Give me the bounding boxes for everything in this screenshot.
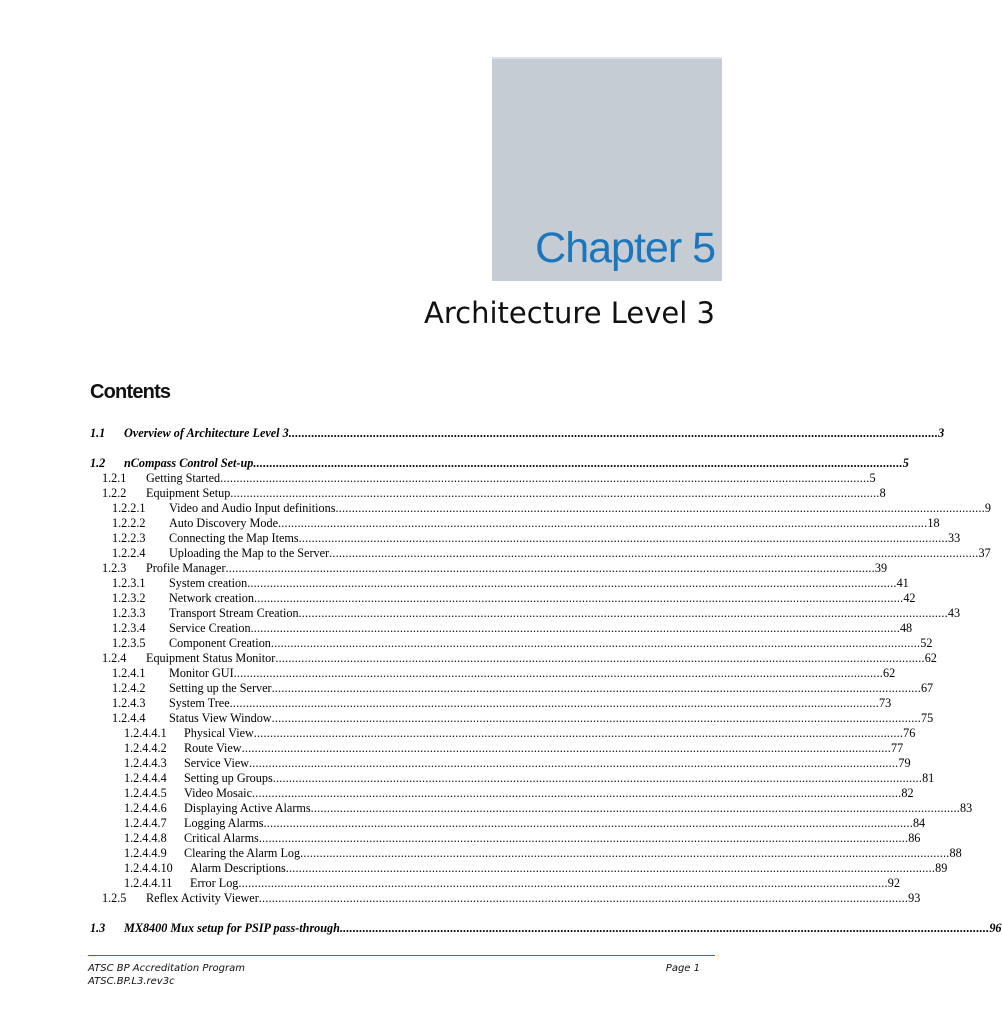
toc-dot-leader: ........................................................................................................................................................................................................ bbox=[258, 831, 909, 845]
toc-dot-leader: ........................................................................................................................................................................................................ bbox=[249, 756, 899, 770]
toc-entry[interactable] bbox=[90, 741, 904, 756]
toc-entry[interactable] bbox=[90, 801, 973, 816]
toc-dot-leader: ........................................................................................................................................................................................................ bbox=[238, 876, 888, 890]
footer-left bbox=[88, 962, 245, 988]
toc-entry-number: 1.2.3.5 bbox=[112, 636, 146, 650]
chapter-title: Architecture Level 3 bbox=[424, 296, 715, 330]
toc-entry[interactable] bbox=[90, 456, 909, 471]
toc-dot-leader: ........................................................................................................................................................................................................ bbox=[278, 516, 928, 530]
toc-entry-number: 1.2.4.3 bbox=[112, 696, 146, 710]
toc-entry-title: Critical Alarms bbox=[184, 831, 259, 845]
toc-dot-leader: ........................................................................................................................................................................................................ bbox=[247, 576, 897, 590]
toc-entry-title: MX8400 Mux setup for PSIP pass-through bbox=[124, 921, 340, 935]
toc-entry-number: 1.2 bbox=[90, 456, 106, 470]
toc-entry-number: 1.2.3.1 bbox=[112, 576, 146, 590]
toc-entry-number: 1.2.4.4.4 bbox=[124, 771, 167, 785]
toc-entry-page: 5 bbox=[869, 471, 876, 485]
toc-entry-page: 41 bbox=[896, 576, 909, 590]
toc-entry[interactable] bbox=[90, 876, 900, 891]
toc-entry-page: 52 bbox=[920, 636, 933, 650]
toc-entry-number: 1.2.4.4.11 bbox=[124, 876, 173, 890]
toc-entry-page: 9 bbox=[984, 501, 991, 515]
toc-entry[interactable] bbox=[90, 711, 934, 726]
toc-entry-title: Equipment Setup bbox=[146, 486, 231, 500]
toc-entry[interactable] bbox=[90, 591, 916, 606]
toc-entry-title: System Tree bbox=[169, 696, 230, 710]
toc-entry-number: 1.2.2 bbox=[102, 486, 127, 500]
toc-entry-number: 1.2.4.4.9 bbox=[124, 846, 167, 860]
toc-dot-leader: ........................................................................................................................................................................................................ bbox=[285, 861, 936, 875]
toc-dot-leader: ........................................................................................................................................................................................................ bbox=[271, 711, 921, 725]
toc-entry-page: 67 bbox=[920, 681, 934, 695]
toc-dot-leader: ........................................................................................................................................................................................................ bbox=[251, 786, 902, 800]
toc-entry[interactable] bbox=[90, 531, 961, 546]
toc-dot-leader: ........................................................................................................................................................................................................ bbox=[225, 561, 875, 575]
toc-dot-leader: ........................................................................................................................................................................................................ bbox=[271, 681, 921, 695]
toc-entry-title: Logging Alarms bbox=[184, 816, 264, 830]
chapter-label: Chapter 5 bbox=[535, 224, 715, 272]
toc-entry[interactable] bbox=[90, 696, 892, 711]
toc-entry-title: Auto Discovery Mode bbox=[169, 516, 278, 530]
footer-doc-id: ATSC.BP.L3.rev3c bbox=[88, 976, 175, 987]
toc-entry-page: 76 bbox=[903, 726, 916, 740]
toc-dot-leader: ........................................................................................................................................................................................................ bbox=[272, 771, 923, 785]
toc-entry-page: 73 bbox=[879, 696, 892, 710]
toc-entry[interactable] bbox=[90, 561, 888, 576]
toc-entry-number: 1.1 bbox=[90, 426, 106, 440]
toc-entry[interactable] bbox=[90, 546, 991, 561]
toc-entry-title: Service Creation bbox=[169, 621, 251, 635]
toc-entry-title: Monitor GUI bbox=[169, 666, 234, 680]
toc-entry-title: Setting up the Server bbox=[169, 681, 272, 695]
toc-entry-title: Setting up Groups bbox=[184, 771, 273, 785]
toc-entry-page: 81 bbox=[922, 771, 935, 785]
toc-entry-title: Reflex Activity Viewer bbox=[146, 891, 259, 905]
toc-entry[interactable] bbox=[90, 846, 962, 861]
toc-entry[interactable] bbox=[90, 756, 911, 771]
toc-entry-number: 1.2.4.4.3 bbox=[124, 756, 167, 770]
toc-entry-title: Transport Stream Creation bbox=[169, 606, 299, 620]
table-of-contents bbox=[90, 426, 1002, 936]
toc-entry-page: 62 bbox=[924, 651, 937, 665]
toc-entry-page: 37 bbox=[978, 546, 991, 560]
toc-entry[interactable] bbox=[90, 471, 876, 486]
toc-entry-page: 83 bbox=[959, 801, 973, 815]
toc-entry-title: Equipment Status Monitor bbox=[146, 651, 276, 665]
toc-entry-page: 79 bbox=[898, 756, 911, 770]
toc-entry[interactable] bbox=[90, 426, 945, 441]
toc-dot-leader: ........................................................................................................................................................................................................ bbox=[300, 846, 950, 860]
toc-entry-title: Video and Audio Input definitions bbox=[169, 501, 336, 515]
toc-dot-leader: ........................................................................................................................................................................................................ bbox=[298, 606, 948, 620]
toc-entry-page: 43 bbox=[947, 606, 961, 620]
toc-entry-title: Physical View bbox=[184, 726, 254, 740]
toc-entry[interactable] bbox=[90, 726, 916, 741]
toc-entry-title: Clearing the Alarm Log bbox=[184, 846, 301, 860]
toc-entry-number: 1.2.4.4 bbox=[112, 711, 146, 725]
toc-entry-title: Connecting the Map Items bbox=[169, 531, 299, 545]
toc-entry-page: 92 bbox=[887, 876, 900, 890]
toc-entry-number: 1.2.2.4 bbox=[112, 546, 146, 560]
footer-page-number: Page 1 bbox=[665, 963, 700, 974]
toc-entry-title: Status View Window bbox=[169, 711, 272, 725]
toc-dot-leader: ........................................................................................................................................................................................................ bbox=[310, 801, 960, 815]
toc-entry-page: 3 bbox=[938, 426, 945, 440]
toc-entry-page: 84 bbox=[912, 816, 926, 830]
toc-dot-leader: ........................................................................................................................................................................................................ bbox=[253, 726, 904, 740]
toc-entry-page: 8 bbox=[879, 486, 886, 500]
toc-entry-number: 1.2.4.1 bbox=[112, 666, 146, 680]
toc-entry[interactable] bbox=[90, 486, 886, 501]
toc-entry-number: 1.2.3 bbox=[102, 561, 127, 575]
toc-entry-number: 1.2.2.2 bbox=[112, 516, 146, 530]
toc-entry-number: 1.2.5 bbox=[102, 891, 127, 905]
toc-entry-page: 48 bbox=[899, 621, 913, 635]
toc-dot-leader: ........................................................................................................................................................................................................ bbox=[233, 666, 884, 680]
toc-entry[interactable] bbox=[90, 501, 991, 516]
toc-entry-number: 1.2.4.4.8 bbox=[124, 831, 167, 845]
toc-entry[interactable] bbox=[90, 921, 1002, 936]
toc-entry[interactable] bbox=[90, 861, 948, 876]
toc-dot-leader: ........................................................................................................................................................................................................ bbox=[298, 531, 949, 545]
toc-dot-leader: ........................................................................................................................................................................................................ bbox=[241, 741, 891, 755]
toc-entry-page: 96 bbox=[989, 921, 1002, 935]
toc-dot-leader: ........................................................................................................................................................................................................ bbox=[250, 621, 900, 635]
toc-dot-leader: ........................................................................................................................................................................................................ bbox=[220, 471, 870, 485]
toc-entry-number: 1.3 bbox=[90, 921, 106, 935]
toc-entry-title: Getting Started bbox=[146, 471, 221, 485]
toc-entry-title: Route View bbox=[184, 741, 242, 755]
toc-entry[interactable] bbox=[90, 636, 933, 651]
toc-entry-title: Overview of Architecture Level 3 bbox=[124, 426, 289, 440]
toc-dot-leader: ........................................................................................................................................................................................................ bbox=[275, 651, 925, 665]
contents-heading: Contents bbox=[90, 381, 171, 403]
footer-program: ATSC BP Accreditation Program bbox=[88, 963, 245, 974]
toc-entry-page: 77 bbox=[890, 741, 904, 755]
toc-entry-page: 88 bbox=[949, 846, 962, 860]
toc-entry-number: 1.2.4.4.2 bbox=[124, 741, 167, 755]
toc-dot-leader: ........................................................................................................................................................................................................ bbox=[270, 636, 921, 650]
toc-dot-leader: ........................................................................................................................................................................................................ bbox=[335, 501, 985, 515]
toc-entry-number: 1.2.2.3 bbox=[112, 531, 146, 545]
toc-entry-page: 82 bbox=[901, 786, 914, 800]
toc-entry-number: 1.2.4.4.6 bbox=[124, 801, 167, 815]
toc-entry-page: 86 bbox=[908, 831, 921, 845]
toc-dot-leader: ........................................................................................................................................................................................................ bbox=[329, 546, 979, 560]
toc-entry-number: 1.2.4 bbox=[102, 651, 127, 665]
toc-entry-page: 62 bbox=[883, 666, 896, 680]
toc-entry-title: Error Log bbox=[190, 876, 239, 890]
toc-dot-leader: ........................................................................................................................................................................................................ bbox=[263, 816, 913, 830]
toc-entry-number: 1.2.1 bbox=[102, 471, 127, 485]
toc-entry-title: Video Mosaic bbox=[184, 786, 252, 800]
toc-entry[interactable] bbox=[90, 891, 921, 906]
toc-entry[interactable] bbox=[90, 576, 909, 591]
toc-entry[interactable] bbox=[90, 621, 913, 636]
toc-entry-page: 89 bbox=[935, 861, 948, 875]
toc-entry-title: Displaying Active Alarms bbox=[184, 801, 311, 815]
toc-entry-number: 1.2.4.2 bbox=[112, 681, 146, 695]
toc-entry-page: 93 bbox=[908, 891, 921, 905]
toc-entry-title: System creation bbox=[169, 576, 248, 590]
toc-entry-number: 1.2.2.1 bbox=[112, 501, 146, 515]
toc-entry[interactable] bbox=[90, 786, 914, 801]
footer-divider bbox=[88, 955, 715, 956]
toc-entry[interactable] bbox=[90, 816, 926, 831]
toc-entry-number: 1.2.4.4.5 bbox=[124, 786, 167, 800]
toc-dot-leader: ........................................................................................................................................................................................................ bbox=[339, 921, 990, 935]
toc-entry-number: 1.2.3.3 bbox=[112, 606, 146, 620]
toc-entry-number: 1.2.4.4.1 bbox=[124, 726, 167, 740]
toc-dot-leader: ........................................................................................................................................................................................................ bbox=[253, 456, 903, 470]
chapter-banner bbox=[492, 57, 722, 281]
toc-entry-page: 5 bbox=[902, 456, 909, 470]
toc-entry-number: 1.2.3.2 bbox=[112, 591, 146, 605]
toc-dot-leader: ........................................................................................................................................................................................................ bbox=[288, 426, 939, 440]
toc-dot-leader: ........................................................................................................................................................................................................ bbox=[258, 891, 909, 905]
toc-entry[interactable] bbox=[90, 681, 934, 696]
toc-entry[interactable] bbox=[90, 831, 921, 846]
toc-entry-page: 33 bbox=[948, 531, 961, 545]
toc-entry[interactable] bbox=[90, 666, 896, 681]
toc-entry-number: 1.2.4.4.7 bbox=[124, 816, 167, 830]
toc-entry-page: 75 bbox=[920, 711, 934, 725]
toc-dot-leader: ........................................................................................................................................................................................................ bbox=[230, 486, 880, 500]
toc-entry-title: Alarm Descriptions bbox=[190, 861, 286, 875]
toc-entry[interactable] bbox=[90, 606, 961, 621]
toc-entry[interactable] bbox=[90, 516, 940, 531]
toc-entry[interactable] bbox=[90, 771, 935, 786]
toc-entry-title: Component Creation bbox=[169, 636, 271, 650]
toc-entry[interactable] bbox=[90, 651, 937, 666]
toc-entry-title: Uploading the Map to the Server bbox=[169, 546, 330, 560]
toc-entry-number: 1.2.4.4.10 bbox=[124, 861, 173, 875]
toc-entry-page: 42 bbox=[903, 591, 916, 605]
toc-entry-number: 1.2.3.4 bbox=[112, 621, 146, 635]
toc-entry-title: nCompass Control Set-up bbox=[124, 456, 254, 470]
toc-entry-title: Profile Manager bbox=[146, 561, 226, 575]
toc-dot-leader: ........................................................................................................................................................................................................ bbox=[253, 591, 904, 605]
toc-entry-title: Network creation bbox=[169, 591, 254, 605]
toc-entry-page: 39 bbox=[874, 561, 888, 575]
toc-entry-page: 18 bbox=[927, 516, 940, 530]
toc-entry-title: Service View bbox=[184, 756, 250, 770]
toc-dot-leader: ........................................................................................................................................................................................................ bbox=[229, 696, 879, 710]
